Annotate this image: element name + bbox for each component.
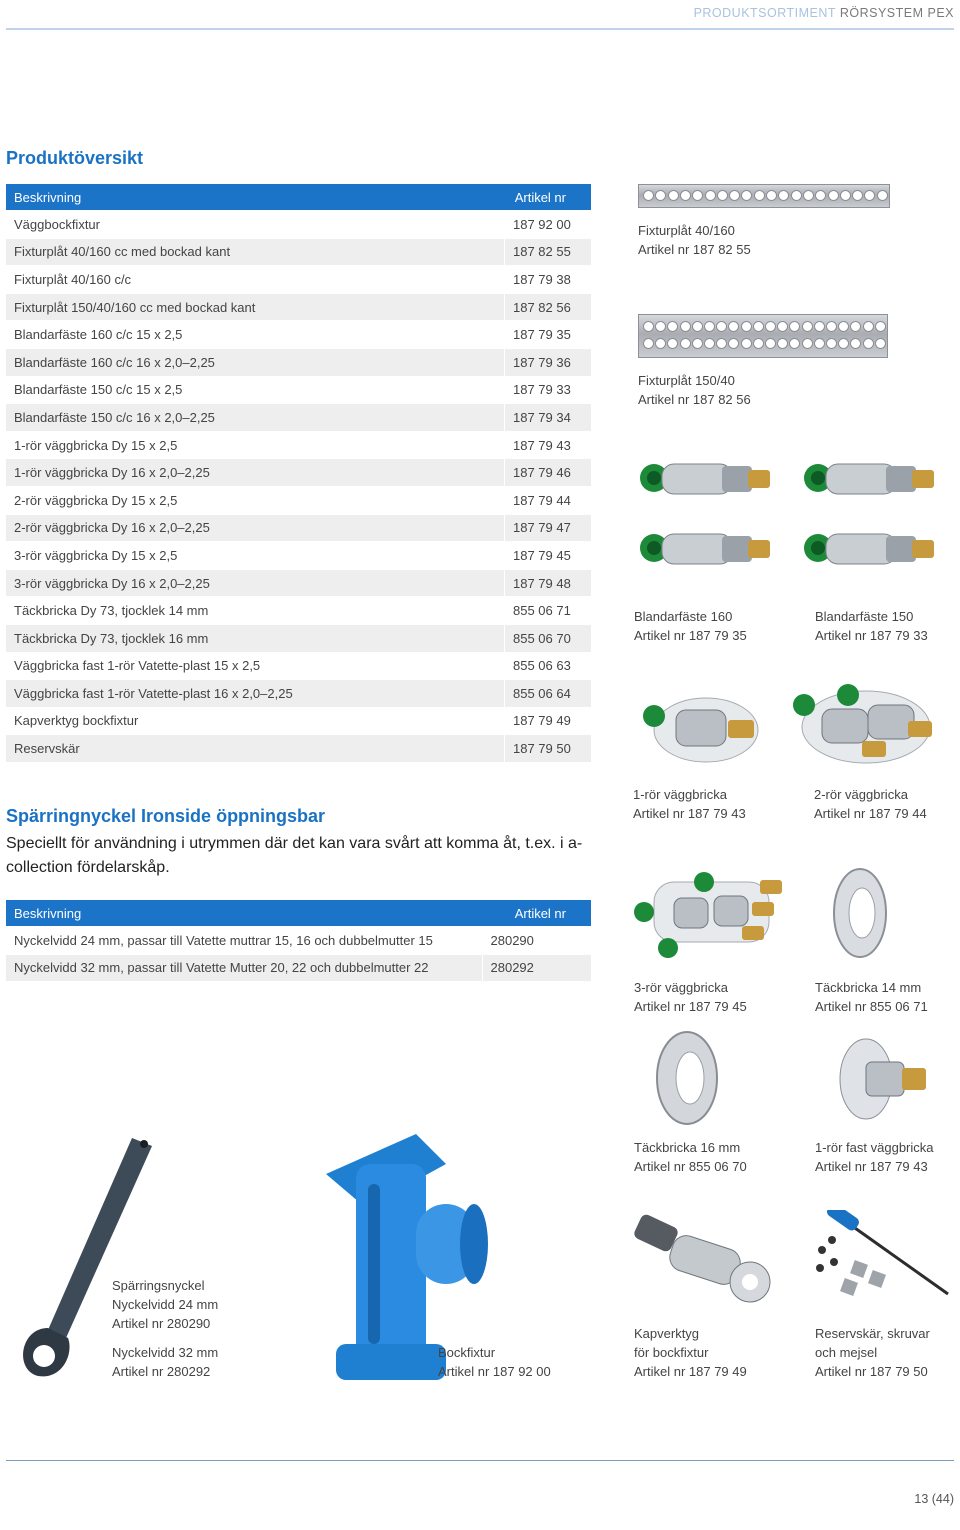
plate-hole — [643, 190, 654, 201]
plate-hole — [716, 338, 727, 349]
plate-hole — [729, 190, 740, 201]
cell-description: 3-rör väggbricka Dy 15 x 2,5 — [6, 542, 505, 570]
cell-description: Blandarfäste 160 c/c 15 x 2,5 — [6, 321, 505, 349]
caption-article: Artikel nr 855 06 71 — [815, 999, 928, 1014]
cell-description: Blandarfäste 150 c/c 16 x 2,0–2,25 — [6, 404, 505, 432]
cell-description: Täckbricka Dy 73, tjocklek 16 mm — [6, 624, 505, 652]
caption-article: Artikel nr 187 79 43 — [633, 806, 746, 821]
plate-hole — [655, 190, 666, 201]
plate-hole — [655, 338, 666, 349]
cell-article: 187 79 34 — [505, 404, 592, 432]
caption-bracket-160 — [634, 607, 747, 645]
caption-cover-plate-16 — [634, 1138, 747, 1176]
plate-hole — [803, 190, 814, 201]
plate-hole — [643, 338, 654, 349]
table-row — [6, 404, 591, 432]
plate-hole — [875, 321, 886, 332]
cutting-tool-image — [634, 1212, 779, 1307]
caption-article: Artikel nr 187 79 35 — [634, 628, 747, 643]
plate-hole — [705, 190, 716, 201]
plate-hole — [680, 321, 691, 332]
plate-hole — [667, 321, 678, 332]
plate-hole — [728, 338, 739, 349]
caption-article: Artikel nr 187 79 44 — [814, 806, 927, 821]
plate-hole — [668, 190, 679, 201]
plate-hole — [814, 338, 825, 349]
caption-fixed-wall-plate — [815, 1138, 934, 1176]
plate-hole — [850, 321, 861, 332]
caption-spare-blades — [815, 1324, 930, 1381]
plate-hole — [777, 338, 788, 349]
cell-article: 187 79 50 — [505, 735, 592, 762]
plate-hole — [789, 321, 800, 332]
cell-article: 187 79 35 — [505, 321, 592, 349]
table-row — [6, 707, 591, 735]
plate-hole — [864, 190, 875, 201]
key-table — [6, 900, 591, 981]
plate-hole — [850, 338, 861, 349]
header-rule — [6, 28, 954, 30]
caption-title: Fixturplåt 40/160 — [638, 223, 735, 238]
cover-plate-16-image — [652, 1028, 722, 1128]
col-description: Beskrivning — [6, 184, 505, 211]
plate-hole — [765, 338, 776, 349]
fixture-plate-160-image — [638, 184, 890, 208]
plate-hole — [875, 338, 886, 349]
cell-description: 2-rör väggbricka Dy 15 x 2,5 — [6, 486, 505, 514]
table-row — [6, 238, 591, 266]
caption-wall-plate-3 — [634, 978, 747, 1016]
caption-article: Artikel nr 187 79 33 — [815, 628, 928, 643]
caption-subtitle: och mejsel — [815, 1345, 878, 1360]
caption-subtitle: för bockfixtur — [634, 1345, 709, 1360]
cell-article: 187 79 45 — [505, 542, 592, 570]
plate-hole — [753, 321, 764, 332]
plate-hole — [838, 338, 849, 349]
caption-article: Artikel nr 187 79 50 — [815, 1364, 928, 1379]
plate-hole — [838, 321, 849, 332]
plate-hole — [863, 321, 874, 332]
table-row — [6, 735, 591, 762]
caption-plate-150 — [638, 371, 751, 409]
caption-title: 2-rör väggbricka — [814, 787, 908, 802]
table-row — [6, 321, 591, 349]
caption-plate-160 — [638, 221, 751, 259]
footer-rule — [6, 1460, 954, 1461]
cell-description: Fixturplåt 40/160 c/c — [6, 266, 505, 294]
table-row — [6, 459, 591, 487]
caption-title: 1-rör väggbricka — [633, 787, 727, 802]
caption-article: Artikel nr 187 79 43 — [815, 1159, 928, 1174]
table-row — [6, 514, 591, 542]
mixer-bracket-150-image — [796, 450, 946, 590]
mixer-bracket-160-image — [632, 450, 782, 590]
plate-hole — [826, 321, 837, 332]
table-row — [6, 954, 591, 981]
table-row — [6, 597, 591, 625]
caption-cover-plate-14 — [815, 978, 928, 1016]
caption-title: Täckbricka 16 mm — [634, 1140, 741, 1155]
plate-hole — [826, 338, 837, 349]
col-article: Artikel nr — [505, 184, 592, 211]
header-subsection: RÖRSYSTEM PEX — [839, 6, 954, 20]
caption-title: 3-rör väggbricka — [634, 980, 728, 995]
cell-article: 855 06 64 — [505, 680, 592, 708]
key-description: Speciellt för användning i utrymmen där det kan vara svårt att komma åt, t.ex. i a-collection fördelarskåp. — [6, 835, 583, 876]
cell-description: 1-rör väggbricka Dy 15 x 2,5 — [6, 431, 505, 459]
plate-hole — [741, 338, 752, 349]
plate-hole — [680, 338, 691, 349]
cell-article: 187 92 00 — [505, 211, 592, 239]
cell-article: 855 06 63 — [505, 652, 592, 680]
fixed-wall-plate-image — [832, 1034, 932, 1124]
wall-plate-2-image — [788, 675, 943, 775]
plate-hole — [728, 321, 739, 332]
plate-hole — [692, 338, 703, 349]
header-section: PRODUKTSORTIMENT — [693, 6, 836, 20]
cell-description: Kapverktyg bockfixtur — [6, 707, 505, 735]
cell-article: 187 79 44 — [505, 486, 592, 514]
caption-title: Spärringsnyckel — [112, 1278, 205, 1293]
plate-hole — [778, 190, 789, 201]
plate-hole — [753, 338, 764, 349]
caption-title: Fixturplåt 150/40 — [638, 373, 735, 388]
plate-hole — [692, 190, 703, 201]
plate-hole — [741, 190, 752, 201]
cell-article: 187 79 36 — [505, 348, 592, 376]
caption-article: Artikel nr 280290 — [112, 1316, 211, 1331]
caption-bracket-150 — [815, 607, 928, 645]
plate-hole — [704, 321, 715, 332]
table-row — [6, 293, 591, 321]
table-row — [6, 569, 591, 597]
wall-plate-1-image — [636, 680, 776, 775]
caption-article: Artikel nr 280292 — [112, 1364, 211, 1379]
overview-rows — [6, 211, 591, 762]
cell-article: 855 06 71 — [505, 597, 592, 625]
caption-article: Artikel nr 187 79 49 — [634, 1364, 747, 1379]
page-header — [694, 6, 954, 20]
cell-description: 2-rör väggbricka Dy 16 x 2,0–2,25 — [6, 514, 505, 542]
cell-description: Väggbricka fast 1-rör Vatette-plast 16 x 2,0–2,25 — [6, 680, 505, 708]
caption-article: Artikel nr 187 92 00 — [438, 1364, 551, 1379]
plate-hole — [802, 321, 813, 332]
cell-description: Blandarfäste 150 c/c 15 x 2,5 — [6, 376, 505, 404]
caption-size: Nyckelvidd 32 mm — [112, 1345, 219, 1360]
plate-hole — [741, 321, 752, 332]
cell-article: 280292 — [482, 954, 591, 981]
caption-title: 1-rör fast väggbricka — [815, 1140, 934, 1155]
plate-hole — [765, 321, 776, 332]
cell-article: 187 79 33 — [505, 376, 592, 404]
table-row — [6, 542, 591, 570]
cell-article: 187 79 48 — [505, 569, 592, 597]
key-rows — [6, 927, 591, 982]
plate-hole — [717, 190, 728, 201]
cell-article: 187 82 56 — [505, 293, 592, 321]
caption-bend-fixture — [438, 1343, 551, 1381]
caption-article: Artikel nr 187 79 45 — [634, 999, 747, 1014]
cell-description: 1-rör väggbricka Dy 16 x 2,0–2,25 — [6, 459, 505, 487]
plate-hole — [704, 338, 715, 349]
cell-description: Fixturplåt 150/40/160 cc med bockad kant — [6, 293, 505, 321]
plate-hole — [766, 190, 777, 201]
caption-cutting-tool — [634, 1324, 747, 1381]
cell-description: Väggbockfixtur — [6, 211, 505, 239]
caption-wall-plate-1 — [633, 785, 746, 823]
plate-hole — [840, 190, 851, 201]
cell-description: Nyckelvidd 32 mm, passar till Vatette Mutter 20, 22 och dubbelmutter 22 — [6, 954, 482, 981]
plate-hole — [791, 190, 802, 201]
overview-title: Produktöversikt — [6, 148, 144, 168]
table-row — [6, 266, 591, 294]
table-row — [6, 927, 591, 955]
cell-description: Täckbricka Dy 73, tjocklek 14 mm — [6, 597, 505, 625]
plate-hole — [814, 321, 825, 332]
table-row — [6, 348, 591, 376]
cell-article: 187 79 43 — [505, 431, 592, 459]
overview-table — [6, 184, 591, 762]
plate-hole — [852, 190, 863, 201]
plate-hole — [667, 338, 678, 349]
spare-blades-image — [812, 1210, 952, 1300]
caption-article: Artikel nr 187 82 56 — [638, 392, 751, 407]
caption-title: Kapverktyg — [634, 1326, 700, 1341]
plate-hole — [716, 321, 727, 332]
cell-article: 187 79 49 — [505, 707, 592, 735]
caption-article: Artikel nr 187 82 55 — [638, 242, 751, 257]
cell-article: 187 82 55 — [505, 238, 592, 266]
plate-hole — [815, 190, 826, 201]
caption-title: Blandarfäste 160 — [634, 609, 733, 624]
cell-description: Fixturplåt 40/160 cc med bockad kant — [6, 238, 505, 266]
plate-hole — [789, 338, 800, 349]
cell-article: 187 79 38 — [505, 266, 592, 294]
caption-title: Reservskär, skruvar — [815, 1326, 930, 1341]
cell-description: Reservskär — [6, 735, 505, 762]
table-row — [6, 211, 591, 239]
plate-hole — [777, 321, 788, 332]
caption-key-24 — [112, 1276, 218, 1333]
plate-hole — [754, 190, 765, 201]
cell-description: Väggbricka fast 1-rör Vatette-plast 15 x 2,5 — [6, 652, 505, 680]
table-row — [6, 680, 591, 708]
caption-title: Bockfixtur — [438, 1345, 496, 1360]
wall-plate-3-image — [634, 862, 789, 962]
cell-description: 3-rör väggbricka Dy 16 x 2,0–2,25 — [6, 569, 505, 597]
cell-article: 187 79 46 — [505, 459, 592, 487]
caption-title: Blandarfäste 150 — [815, 609, 914, 624]
table-row — [6, 624, 591, 652]
plate-hole — [655, 321, 666, 332]
table-row — [6, 652, 591, 680]
table-row — [6, 431, 591, 459]
caption-wall-plate-2 — [814, 785, 927, 823]
cell-article: 855 06 70 — [505, 624, 592, 652]
cell-article: 280290 — [482, 927, 591, 955]
col-description: Beskrivning — [6, 900, 482, 927]
plate-hole — [802, 338, 813, 349]
table-row — [6, 376, 591, 404]
plate-hole — [680, 190, 691, 201]
plate-hole — [863, 338, 874, 349]
caption-key-32 — [112, 1343, 218, 1381]
caption-size: Nyckelvidd 24 mm — [112, 1297, 219, 1312]
cell-description: Blandarfäste 160 c/c 16 x 2,0–2,25 — [6, 348, 505, 376]
plate-hole — [643, 321, 654, 332]
fixture-plate-150-image — [638, 314, 888, 358]
cover-plate-14-image — [830, 866, 890, 961]
caption-article: Artikel nr 855 06 70 — [634, 1159, 747, 1174]
table-row — [6, 486, 591, 514]
cell-article: 187 79 47 — [505, 514, 592, 542]
page-number: 13 (44) — [914, 1492, 954, 1506]
caption-title: Täckbricka 14 mm — [815, 980, 922, 995]
plate-hole — [692, 321, 703, 332]
plate-hole — [828, 190, 839, 201]
cell-description: Nyckelvidd 24 mm, passar till Vatette muttrar 15, 16 och dubbelmutter 15 — [6, 927, 482, 955]
key-title: Spärringnyckel Ironside öppningsbar — [6, 806, 326, 826]
plate-hole — [877, 190, 888, 201]
col-article: Artikel nr — [482, 900, 591, 927]
